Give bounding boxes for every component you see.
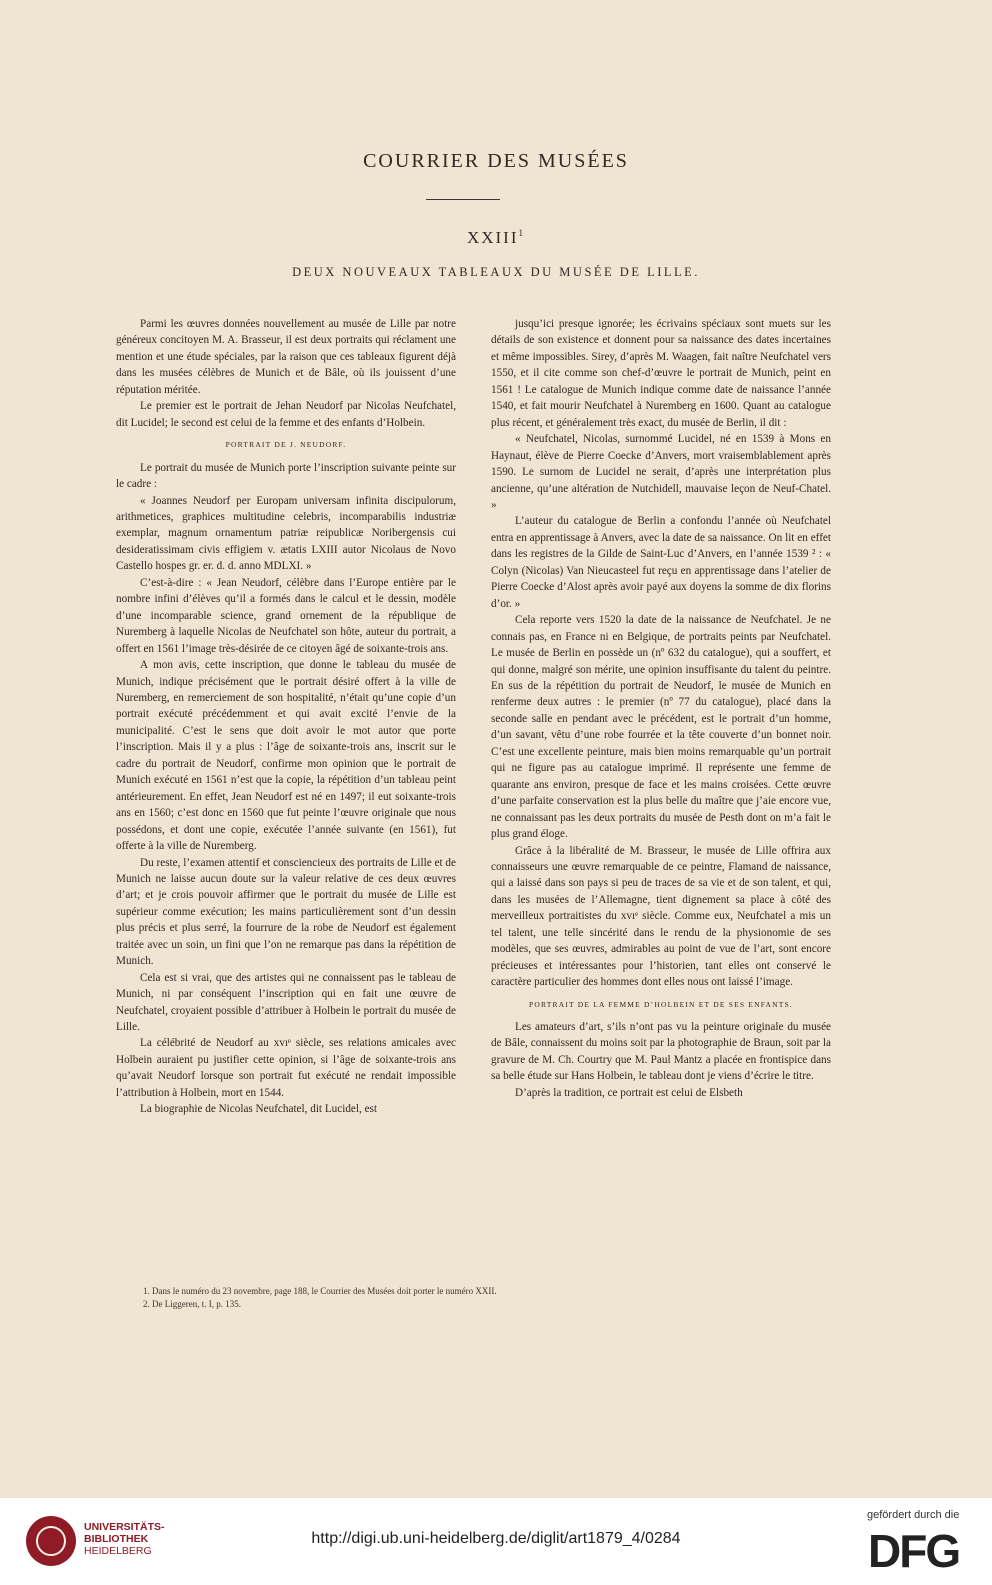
institution-line-2: BIBLIOTHEK bbox=[84, 1533, 149, 1545]
paragraph: D’après la tradition, ce portrait est celui de Elsbeth bbox=[515, 1086, 743, 1099]
paragraph: Cela reporte vers 1520 la date de la naissance de Neufchatel. Je ne connais pas, en France ni en Belgique, de portraits peints par Neufchatel. Le musée de Berlin en possède un (nº 632 du catalogue), qui a souffert, et qui donne, malgré son mérite, une opinion insuffisante du talent du peintre. En sus de la répétition du portrait de Neudorf, le musée de Munich en renferme deux autres : le premier (nº 77 du catalogue), placé dans la seconde salle en pendant avec le précédent, est le portrait d’un homme, d’un savant, vêtu d’une robe fourrée et la tête couverte d’un bonnet noir. C’est une excellente peinture, mais bien moins remarquable qu’un portrait qui ne figure pas au catalogue imprimé. Il représente une femme de quarante ans environ, presque de face et les mains croisées. Cette œuvre d’une parfaite conservation est la plus belle du maître que j’aie encore vue, ne connaissant pas les deux portraits du musée de Pesth dont on m’a fait le plus grand éloge. bbox=[491, 614, 831, 841]
viewer-footer bbox=[0, 1498, 992, 1585]
right-column bbox=[491, 316, 831, 1101]
institution-line-3: HEIDELBERG bbox=[84, 1545, 152, 1557]
left-column bbox=[116, 316, 456, 1118]
section-heading: PORTRAIT DE J. NEUDORF. bbox=[225, 440, 347, 450]
paragraph: Les amateurs d’art, s’ils n’ont pas vu la peinture originale du musée de Bâle, connaissent du moins soit par la photographie de Braun, soit par la gravure de M. Ch. Courtry que M. Paul Mantz a placée en frontispice dans sa belle étude sur Hans Holbein, le tableau dont je viens d’écrire le titre. bbox=[491, 1021, 831, 1083]
paragraph: La célébrité de Neudorf au xvıᵉ siècle, ses relations amicales avec Holbein auraient pu justifier cette opinion, si l’âge de soixante-trois ans qu’avait Neudorf lorsque son portrait fut exécuté ne rendait impossible l’attribution à Holbein, mort en 1544. bbox=[116, 1037, 456, 1099]
paragraph: L’auteur du catalogue de Berlin a confondu l’année où Neufchatel entra en apprentissage à Anvers, avec la date de sa naissance. On lit en effet dans les registres de la Gilde de Saint-Luc d’Anvers, en l’année 1539 ² : « Colyn (Nicolas) Van Nieucasteel fut reçu en apprentissage dans l’atelier de Pierre Coecke d’Alost après avoir payé aux doyens la somme de dix florins d’or. » bbox=[491, 515, 831, 610]
permalink-url[interactable]: http://digi.ub.uni-heidelberg.de/diglit/art1879_4/0284 bbox=[311, 1530, 681, 1547]
footnote-mark: 1 bbox=[518, 228, 526, 238]
paragraph: La biographie de Nicolas Neufchatel, dit Lucidel, est bbox=[140, 1103, 378, 1116]
journal-section-title: COURRIER DES MUSÉES bbox=[363, 150, 629, 172]
paragraph: jusqu’ici presque ignorée; les écrivains spéciaux sont muets sur les détails de son existence et donnent pour sa naissance des dates incertaines et même impossibles. Sirey, d’après M. Waagen, fait naître Neufchatel vers 1550, et il cite comme son chef-d’œuvre le portrait de Munich, peint en 1561 ! Le catalogue de Munich indique comme date de naissance l’année 1540, et fait mourir Neufchatel à Nuremberg en 1600. Quant au catalogue plus récent, et généralement très exact, du musée de Berlin, il dit : bbox=[491, 318, 831, 429]
sponsor-text: gefördert durch die bbox=[867, 1509, 960, 1521]
paragraph: A mon avis, cette inscription, que donne le tableau du musée de Munich, indique précisément que le portrait désiré offert à la ville de Nuremberg, en remerciement de son hospitalité, n’était qu’une copie d’un portrait exécuté précédemment et qui avait excité l’envie de la municipalité. C’est le sens que doit avoir le mot autor que porte l’inscription. Mais il y a plus : l’âge de soixante-trois ans, inscrit sur le cadre du portrait de Neudorf, confirme mon opinion que le portrait de Munich exécuté en 1561 n’est que la copie, la répétition d’un tableau peint antérieurement. En effet, Jean Neudorf est né en 1497; il eut soixante-trois ans en 1560; c’est donc en 1560 que fut peinte l’œuvre originale que nous possédons, et dont une copie, exécutée l’année suivante (en 1561), fut offerte à la ville de Nuremberg. bbox=[116, 659, 456, 853]
article-subtitle: DEUX NOUVEAUX TABLEAUX DU MUSÉE DE LILLE. bbox=[292, 265, 700, 279]
paragraph: C’est-à-dire : « Jean Neudorf, célèbre dans l’Europe entière par le nombre infini d’élèves qu’il a formés dans le calcul et le dessin, modèle d’une incomparable science, grand ornement de la république de Nuremberg à laquelle Nicolas de Neufchatel son hôte, auteur du portrait, a offert en 1561 l’image très-désirée de ce citoyen âgé de soixante-trois ans. bbox=[116, 576, 456, 655]
paragraph: Grâce à la libéralité de M. Brasseur, le musée de Lille offrira aux connaisseurs une œuvre remarquable de ce peintre, Flamand de naissance, qui a laissé dans son pays si peu de traces de sa vie et de son talent, et qui, dans les musées de l’Allemagne, tient dignement sa place à côté des merveilleux portraitistes du xvıᵉ siècle. Comme eux, Neufchatel a mis un tel talent, une telle sincérité dans le rendu de la physionomie de ses modèles, que ses œuvres, admirables au point de vue de l’art, sont encore précieuses et intéressantes pour l’historien, tant elles ont conservé le caractère particulier des hommes dont elles nous ont laissé l’image. bbox=[491, 844, 831, 989]
title-divider bbox=[426, 199, 500, 200]
paragraph: Parmi les œuvres données nouvellement au musée de Lille par notre généreux concitoyen M. A. Brasseur, il est deux portraits qui réclament une mention et une étude spéciales, par la raison que ces tableaux figurent déjà dans les musées célèbres de Munich et de Bâle, où ils jouissent d’une réputation méritée. bbox=[116, 318, 456, 396]
paragraph: Du reste, l’examen attentif et consciencieux des portraits de Lille et de Munich ne laisse aucun doute sur la valeur relative de ces deux œuvres d’art; et je crois pouvoir affirmer que le portrait du musée de Lille est supérieur comme exécution; les mains particulièrement sont d’un dessin plus précis et plus serré, la fourrure de la robe de Neudorf est également traitée avec un soin, un fini que l’on ne remarque pas dans la répétition de Munich. bbox=[116, 856, 456, 968]
dfg-logo[interactable]: DFG bbox=[868, 1525, 960, 1577]
paragraph: « Neufchatel, Nicolas, surnommé Lucidel, né en 1539 à Mons en Haynaut, élève de Pierre Coecke d’Anvers, mort vraisemblablement après 1590. Le surnom de Lucidel ne serait, d’après une interprétation plus ancienne, qu’une altération de Nutchidell, mauvaise leçon de Neuf-Chatel. » bbox=[491, 433, 831, 511]
institution-line-1: UNIVERSITÄTS- bbox=[84, 1521, 165, 1533]
section-number bbox=[0, 228, 992, 248]
paragraph: « Joannes Neudorf per Europam universam infinita discipulorum, arithmetices, graphices multitudine celebris, incomparabilis industriæ exemplar, magnum ornamentum patriæ reipublicæ Noribergensis cui desideratissimam civis effigiem v. ætatis LXIII autor Nicolaus de Novo Castello hospes gr. er. d. d. anno MDLXI. » bbox=[116, 494, 456, 573]
footnote-2: 2. De Liggeren, t. I, p. 135. bbox=[143, 1299, 241, 1309]
section-number-text: XXIII bbox=[466, 228, 519, 247]
footnote-1: 1. Dans le numéro du 23 novembre, page 188, le Courrier des Musées doit porter le numéro XXII. bbox=[143, 1286, 497, 1296]
paragraph: Le portrait du musée de Munich porte l’inscription suivante peinte sur le cadre : bbox=[116, 461, 456, 491]
paragraph: Le premier est le portrait de Jehan Neudorf par Nicolas Neufchatel, dit Lucidel; le second est celui de la femme et des enfants d’Holbein. bbox=[116, 400, 456, 429]
section-heading: PORTRAIT DE LA FEMME D’HOLBEIN ET DE SES ENFANTS. bbox=[529, 999, 793, 1009]
paragraph: Cela est si vrai, que des artistes qui ne connaissent pas le tableau de Munich, ni par conséquent l’inscription qui en fait une œuvre de Neufchatel, croyaient possible d’attribuer à Holbein le portrait du musée de Lille. bbox=[116, 971, 456, 1034]
